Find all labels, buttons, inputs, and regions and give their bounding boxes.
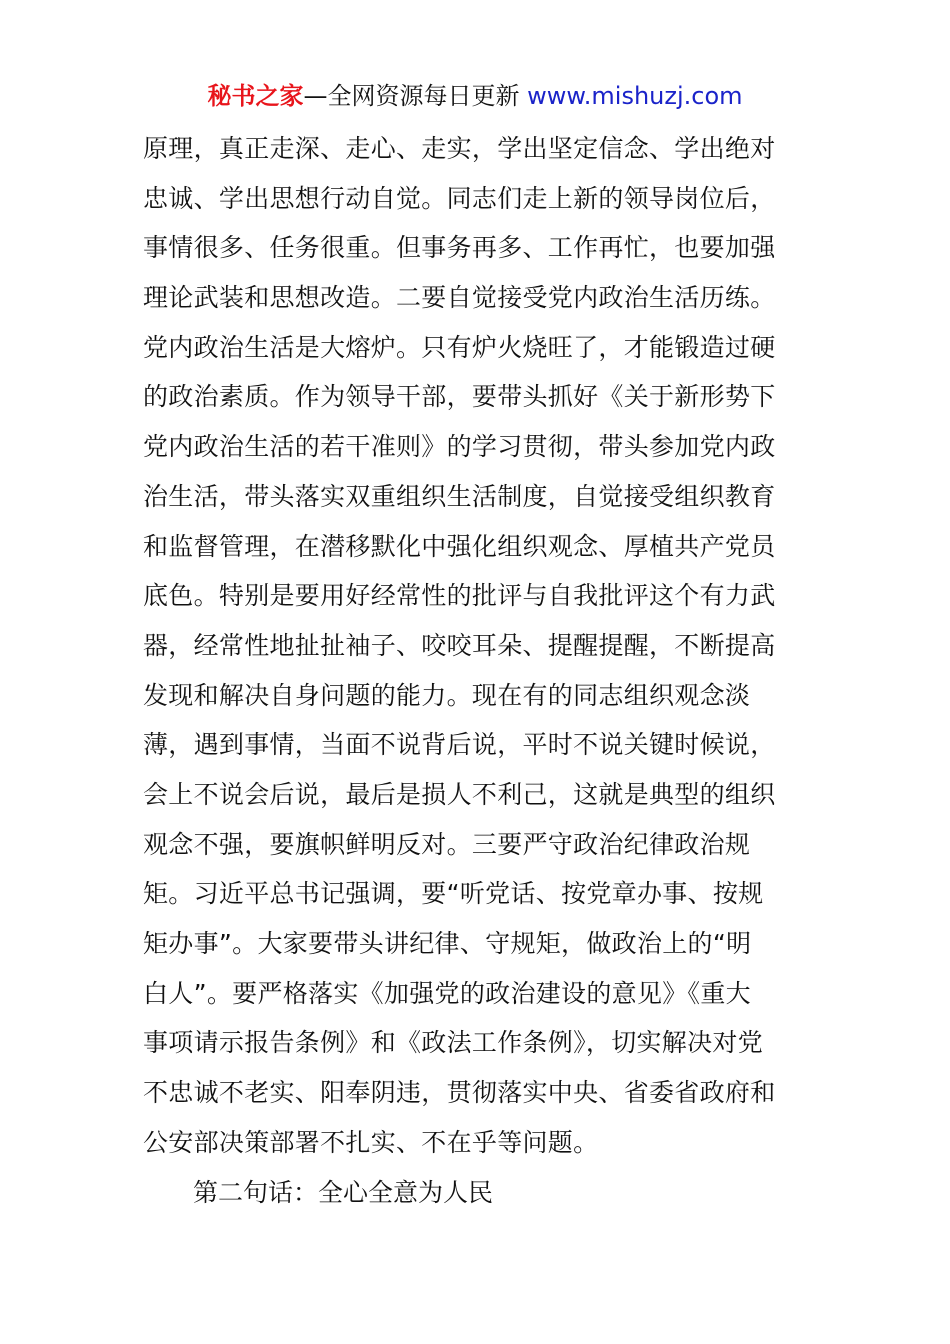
text-line: 事情很多、任务很重。但事务再多、工作再忙，也要加强: [143, 233, 776, 263]
text-line: 器，经常性地扯扯袖子、咬咬耳朵、提醒提醒，不断提高: [143, 630, 776, 660]
text-line: 党内政治生活是大熔炉。只有炉火烧旺了，才能锻造过硬: [143, 332, 776, 362]
text-line: 治生活，带头落实双重组织生活制度，自觉接受组织教育: [143, 481, 776, 511]
header-tagline: —全网资源每日更新: [303, 82, 520, 110]
text-line: 发现和解决自身问题的能力。现在有的同志组织观念淡: [143, 680, 751, 710]
text-line: 党内政治生活的若干准则》的学习贯彻，带头参加党内政: [143, 432, 776, 462]
text-line: 原理，真正走深、走心、走实，学出坚定信念、学出绝对: [143, 134, 776, 163]
text-line: 底色。特别是要用好经常性的批评与自我批评这个有力武: [143, 581, 776, 611]
text-line: 事项请示报告条例》和《政法工作条例》，切实解决对党: [143, 1028, 764, 1058]
text-line: 矩办事”。大家要带头讲纪律、守规矩，做政治上的“明: [143, 929, 752, 958]
section-subheading: 第二句话：全心全意为人民: [193, 1178, 494, 1207]
text-line: 会上不说会后说，最后是损人不利己，这就是典型的组织: [143, 779, 776, 809]
text-line: 薄，遇到事情，当面不说背后说，平时不说关键时候说，: [143, 730, 776, 760]
site-url-link[interactable]: www.mishuzj.com: [527, 82, 743, 110]
text-line: 理论武装和思想改造。二要自觉接受党内政治生活历练。: [143, 283, 776, 313]
text-line: 白人”。要严格落实《加强党的政治建设的意见》《重大: [143, 978, 751, 1008]
text-line: 和监督管理，在潜移默化中强化组织观念、厚植共产党员: [143, 531, 776, 561]
brand-name: 秘书之家: [207, 82, 304, 110]
text-line: 的政治素质。作为领导干部，要带头抓好《关于新形势下: [143, 382, 776, 412]
text-line: 不忠诚不老实、阳奉阴违，贯彻落实中央、省委省政府和: [143, 1078, 776, 1108]
text-line: 忠诚、学出思想行动自觉。同志们走上新的领导岗位后，: [143, 183, 776, 213]
body-paragraph: [143, 124, 808, 1167]
page-header: [0, 80, 950, 112]
text-line: 公安部决策部署不扎实、不在乎等问题。: [143, 1127, 599, 1157]
text-line: 矩。习近平总书记强调，要“听党话、按党章办事、按规: [143, 879, 764, 909]
text-line: 观念不强，要旗帜鲜明反对。三要严守政治纪律政治规: [143, 829, 751, 859]
